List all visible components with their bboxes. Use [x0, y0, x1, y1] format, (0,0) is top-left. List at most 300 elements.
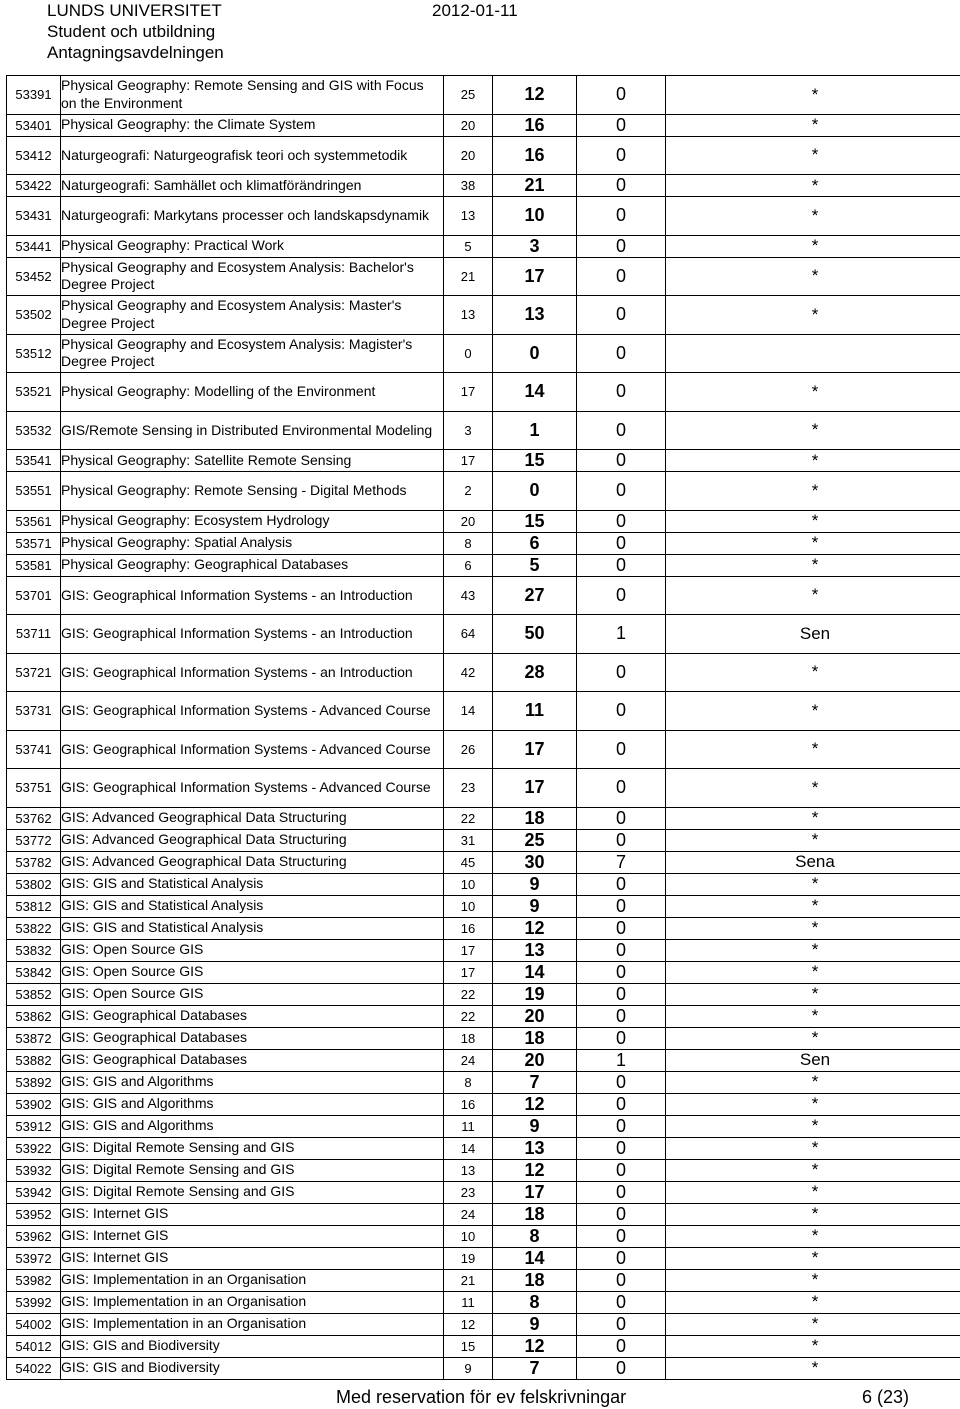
admitted-count: 21 — [493, 175, 577, 197]
reserve-count: 0 — [577, 373, 666, 412]
admitted-count: 7 — [493, 1357, 577, 1379]
table-row — [7, 411, 960, 450]
table-row — [7, 1269, 960, 1291]
course-code: 53982 — [7, 1269, 61, 1291]
course-code: 53872 — [7, 1027, 61, 1049]
course-code: 53512 — [7, 334, 61, 373]
course-name: Physical Geography and Ecosystem Analysis: Master's Degree Project — [61, 296, 444, 335]
table-row — [7, 769, 960, 808]
course-name: GIS: GIS and Biodiversity — [61, 1335, 444, 1357]
course-code: 53701 — [7, 576, 61, 615]
applicants-count: 10 — [444, 895, 493, 917]
table-row — [7, 873, 960, 895]
admitted-count: 11 — [493, 692, 577, 731]
reserve-count: 0 — [577, 983, 666, 1005]
reserve-count: 0 — [577, 1225, 666, 1247]
admitted-count: 5 — [493, 554, 577, 576]
status-mark: * — [666, 873, 960, 895]
course-name: GIS: Geographical Databases — [61, 1005, 444, 1027]
table-row — [7, 114, 960, 136]
admitted-count: 14 — [493, 1247, 577, 1269]
table-row — [7, 175, 960, 197]
reserve-count: 0 — [577, 730, 666, 769]
course-name: Physical Geography: Spatial Analysis — [61, 532, 444, 554]
course-name: Naturgeografi: Naturgeografisk teori och systemmetodik — [61, 136, 444, 175]
status-mark: * — [666, 450, 960, 472]
reserve-count: 0 — [577, 1291, 666, 1313]
admitted-count: 18 — [493, 1027, 577, 1049]
applicants-count: 12 — [444, 1313, 493, 1335]
applicants-count: 20 — [444, 114, 493, 136]
applicants-count: 38 — [444, 175, 493, 197]
course-name: GIS: Digital Remote Sensing and GIS — [61, 1137, 444, 1159]
admitted-count: 18 — [493, 1203, 577, 1225]
course-name: GIS: Internet GIS — [61, 1203, 444, 1225]
office-name: Antagningsavdelningen — [47, 43, 224, 62]
reserve-count: 0 — [577, 873, 666, 895]
table-row — [7, 917, 960, 939]
admitted-count: 0 — [493, 472, 577, 511]
reserve-count: 0 — [577, 296, 666, 335]
status-mark: * — [666, 257, 960, 296]
status-mark: * — [666, 1269, 960, 1291]
applicants-count: 8 — [444, 532, 493, 554]
table-row — [7, 1027, 960, 1049]
course-name: Naturgeografi: Samhället och klimatförändringen — [61, 175, 444, 197]
admitted-count: 50 — [493, 615, 577, 654]
course-name: GIS: Implementation in an Organisation — [61, 1269, 444, 1291]
department-name: Student och utbildning — [47, 22, 216, 41]
admitted-count: 9 — [493, 1313, 577, 1335]
applicants-count: 17 — [444, 939, 493, 961]
status-mark: * — [666, 136, 960, 175]
admitted-count: 20 — [493, 1005, 577, 1027]
status-mark: * — [666, 829, 960, 851]
course-name: Physical Geography: Remote Sensing and GIS with Focus on the Environment — [61, 76, 444, 115]
reserve-count: 0 — [577, 1115, 666, 1137]
table-row — [7, 554, 960, 576]
course-name: GIS/Remote Sensing in Distributed Environmental Modeling — [61, 411, 444, 450]
table-row — [7, 510, 960, 532]
status-mark: * — [666, 1115, 960, 1137]
reserve-count: 0 — [577, 769, 666, 808]
applicants-count: 15 — [444, 1335, 493, 1357]
table-row — [7, 1225, 960, 1247]
course-name: Physical Geography: Practical Work — [61, 235, 444, 257]
course-name: GIS: Internet GIS — [61, 1225, 444, 1247]
applicants-count: 13 — [444, 1159, 493, 1181]
status-mark: * — [666, 373, 960, 412]
applicants-count: 25 — [444, 76, 493, 115]
applicants-count: 13 — [444, 296, 493, 335]
table-row — [7, 1357, 960, 1379]
admitted-count: 28 — [493, 653, 577, 692]
reserve-count: 0 — [577, 197, 666, 236]
applicants-count: 6 — [444, 554, 493, 576]
course-name: GIS: Geographical Information Systems - an Introduction — [61, 576, 444, 615]
applicants-count: 16 — [444, 1093, 493, 1115]
applicants-count: 14 — [444, 692, 493, 731]
reserve-count: 0 — [577, 114, 666, 136]
reserve-count: 0 — [577, 411, 666, 450]
table-row — [7, 136, 960, 175]
admitted-count: 12 — [493, 917, 577, 939]
status-mark: * — [666, 532, 960, 554]
course-code: 53942 — [7, 1181, 61, 1203]
applicants-count: 9 — [444, 1357, 493, 1379]
reserve-count: 0 — [577, 939, 666, 961]
reserve-count: 0 — [577, 334, 666, 373]
course-code: 53992 — [7, 1291, 61, 1313]
status-mark: * — [666, 472, 960, 511]
admitted-count: 14 — [493, 373, 577, 412]
table-row — [7, 1159, 960, 1181]
course-code: 53581 — [7, 554, 61, 576]
course-name: GIS: GIS and Statistical Analysis — [61, 873, 444, 895]
admitted-count: 9 — [493, 1115, 577, 1137]
applicants-count: 26 — [444, 730, 493, 769]
table-row — [7, 1093, 960, 1115]
admitted-count: 12 — [493, 76, 577, 115]
admitted-count: 17 — [493, 1181, 577, 1203]
admitted-count: 13 — [493, 939, 577, 961]
reserve-count: 0 — [577, 175, 666, 197]
status-mark: Sena — [666, 851, 960, 873]
reserve-count: 0 — [577, 1357, 666, 1379]
course-name: GIS: Geographical Information Systems - Advanced Course — [61, 692, 444, 731]
applicants-count: 17 — [444, 961, 493, 983]
reserve-count: 0 — [577, 807, 666, 829]
status-mark: * — [666, 653, 960, 692]
course-code: 53842 — [7, 961, 61, 983]
course-code: 53772 — [7, 829, 61, 851]
applicants-count: 8 — [444, 1071, 493, 1093]
status-mark: * — [666, 411, 960, 450]
admitted-count: 12 — [493, 1093, 577, 1115]
admitted-count: 13 — [493, 1137, 577, 1159]
reserve-count: 0 — [577, 1027, 666, 1049]
table-row — [7, 296, 960, 335]
course-code: 53912 — [7, 1115, 61, 1137]
reserve-count: 0 — [577, 450, 666, 472]
table-row — [7, 1335, 960, 1357]
applicants-count: 11 — [444, 1115, 493, 1137]
admissions-table-body — [7, 76, 960, 1380]
status-mark: Sen — [666, 615, 960, 654]
applicants-count: 13 — [444, 197, 493, 236]
status-mark: * — [666, 769, 960, 808]
table-row — [7, 983, 960, 1005]
course-name: GIS: Open Source GIS — [61, 983, 444, 1005]
course-code: 53711 — [7, 615, 61, 654]
course-name: GIS: Geographical Databases — [61, 1049, 444, 1071]
status-mark: Sen — [666, 1049, 960, 1071]
status-mark: * — [666, 1247, 960, 1269]
course-code: 53892 — [7, 1071, 61, 1093]
applicants-count: 17 — [444, 373, 493, 412]
course-code: 53741 — [7, 730, 61, 769]
reserve-count: 0 — [577, 76, 666, 115]
course-name: GIS: Implementation in an Organisation — [61, 1313, 444, 1335]
applicants-count: 0 — [444, 334, 493, 373]
course-name: GIS: GIS and Statistical Analysis — [61, 917, 444, 939]
admitted-count: 17 — [493, 769, 577, 808]
admissions-table — [6, 75, 960, 1380]
reserve-count: 0 — [577, 1005, 666, 1027]
reserve-count: 7 — [577, 851, 666, 873]
course-code: 53391 — [7, 76, 61, 115]
course-name: GIS: Geographical Information Systems - an Introduction — [61, 653, 444, 692]
course-name: GIS: GIS and Biodiversity — [61, 1357, 444, 1379]
status-mark — [666, 334, 960, 373]
course-name: GIS: Open Source GIS — [61, 961, 444, 983]
course-name: Physical Geography: Modelling of the Environment — [61, 373, 444, 412]
status-mark: * — [666, 197, 960, 236]
admitted-count: 27 — [493, 576, 577, 615]
reserve-count: 0 — [577, 1071, 666, 1093]
table-row — [7, 334, 960, 373]
table-row — [7, 939, 960, 961]
applicants-count: 10 — [444, 1225, 493, 1247]
course-code: 53862 — [7, 1005, 61, 1027]
applicants-count: 14 — [444, 1137, 493, 1159]
course-code: 53751 — [7, 769, 61, 808]
course-name: Physical Geography: Satellite Remote Sensing — [61, 450, 444, 472]
course-code: 53521 — [7, 373, 61, 412]
status-mark: * — [666, 1159, 960, 1181]
course-name: GIS: Digital Remote Sensing and GIS — [61, 1159, 444, 1181]
admitted-count: 9 — [493, 873, 577, 895]
applicants-count: 42 — [444, 653, 493, 692]
course-code: 53972 — [7, 1247, 61, 1269]
admitted-count: 8 — [493, 1291, 577, 1313]
course-code: 53762 — [7, 807, 61, 829]
applicants-count: 17 — [444, 450, 493, 472]
applicants-count: 31 — [444, 829, 493, 851]
reserve-count: 0 — [577, 1181, 666, 1203]
course-name: GIS: Advanced Geographical Data Structuring — [61, 851, 444, 873]
table-row — [7, 1203, 960, 1225]
course-code: 53902 — [7, 1093, 61, 1115]
status-mark: * — [666, 1313, 960, 1335]
reserve-count: 0 — [577, 1203, 666, 1225]
course-code: 53502 — [7, 296, 61, 335]
course-code: 53882 — [7, 1049, 61, 1071]
table-row — [7, 576, 960, 615]
table-row — [7, 851, 960, 873]
table-row — [7, 235, 960, 257]
status-mark: * — [666, 961, 960, 983]
applicants-count: 3 — [444, 411, 493, 450]
admitted-count: 17 — [493, 730, 577, 769]
reserve-count: 0 — [577, 1313, 666, 1335]
course-code: 53412 — [7, 136, 61, 175]
admitted-count: 0 — [493, 334, 577, 373]
reserve-count: 0 — [577, 829, 666, 851]
applicants-count: 18 — [444, 1027, 493, 1049]
table-row — [7, 257, 960, 296]
status-mark: * — [666, 114, 960, 136]
reserve-count: 0 — [577, 961, 666, 983]
status-mark: * — [666, 983, 960, 1005]
course-name: GIS: Geographical Information Systems - Advanced Course — [61, 730, 444, 769]
table-row — [7, 1071, 960, 1093]
course-name: GIS: Advanced Geographical Data Structuring — [61, 829, 444, 851]
status-mark: * — [666, 1335, 960, 1357]
status-mark: * — [666, 1225, 960, 1247]
applicants-count: 19 — [444, 1247, 493, 1269]
table-row — [7, 532, 960, 554]
reserve-count: 0 — [577, 917, 666, 939]
reserve-count: 1 — [577, 1049, 666, 1071]
table-row — [7, 1313, 960, 1335]
status-mark: * — [666, 296, 960, 335]
applicants-count: 21 — [444, 1269, 493, 1291]
admitted-count: 12 — [493, 1159, 577, 1181]
admitted-count: 18 — [493, 1269, 577, 1291]
admitted-count: 30 — [493, 851, 577, 873]
course-name: GIS: GIS and Algorithms — [61, 1093, 444, 1115]
admitted-count: 7 — [493, 1071, 577, 1093]
table-row — [7, 1181, 960, 1203]
table-row — [7, 1005, 960, 1027]
applicants-count: 16 — [444, 917, 493, 939]
table-row — [7, 76, 960, 115]
table-row — [7, 373, 960, 412]
course-name: GIS: GIS and Algorithms — [61, 1115, 444, 1137]
table-row — [7, 829, 960, 851]
footer-page-number: 6 (23) — [862, 1387, 910, 1407]
reserve-count: 0 — [577, 554, 666, 576]
course-code: 53541 — [7, 450, 61, 472]
course-code: 53571 — [7, 532, 61, 554]
header-organization — [47, 0, 224, 63]
status-mark: * — [666, 1071, 960, 1093]
course-name: GIS: Geographical Information Systems - Advanced Course — [61, 769, 444, 808]
status-mark: * — [666, 1181, 960, 1203]
applicants-count: 11 — [444, 1291, 493, 1313]
admitted-count: 14 — [493, 961, 577, 983]
reserve-count: 0 — [577, 472, 666, 511]
applicants-count: 24 — [444, 1203, 493, 1225]
applicants-count: 64 — [444, 615, 493, 654]
applicants-count: 24 — [444, 1049, 493, 1071]
table-row — [7, 450, 960, 472]
admitted-count: 16 — [493, 114, 577, 136]
table-row — [7, 1247, 960, 1269]
admitted-count: 25 — [493, 829, 577, 851]
status-mark: * — [666, 1203, 960, 1225]
status-mark: * — [666, 1291, 960, 1313]
reserve-count: 0 — [577, 692, 666, 731]
applicants-count: 23 — [444, 1181, 493, 1203]
applicants-count: 22 — [444, 983, 493, 1005]
table-row — [7, 1291, 960, 1313]
reserve-count: 0 — [577, 576, 666, 615]
status-mark: * — [666, 939, 960, 961]
course-code: 53532 — [7, 411, 61, 450]
applicants-count: 20 — [444, 136, 493, 175]
table-row — [7, 730, 960, 769]
course-code: 54002 — [7, 1313, 61, 1335]
course-name: GIS: Geographical Databases — [61, 1027, 444, 1049]
course-name: GIS: GIS and Statistical Analysis — [61, 895, 444, 917]
course-name: Physical Geography and Ecosystem Analysis: Bachelor's Degree Project — [61, 257, 444, 296]
status-mark: * — [666, 554, 960, 576]
reserve-count: 0 — [577, 653, 666, 692]
status-mark: * — [666, 807, 960, 829]
applicants-count: 22 — [444, 807, 493, 829]
course-name: GIS: GIS and Algorithms — [61, 1071, 444, 1093]
course-code: 53932 — [7, 1159, 61, 1181]
reserve-count: 0 — [577, 1335, 666, 1357]
admitted-count: 19 — [493, 983, 577, 1005]
status-mark: * — [666, 1357, 960, 1379]
reserve-count: 0 — [577, 532, 666, 554]
reserve-count: 0 — [577, 1247, 666, 1269]
course-code: 53551 — [7, 472, 61, 511]
course-name: GIS: Implementation in an Organisation — [61, 1291, 444, 1313]
applicants-count: 5 — [444, 235, 493, 257]
status-mark: * — [666, 917, 960, 939]
page-header — [0, 0, 960, 72]
course-code: 53802 — [7, 873, 61, 895]
course-code: 53431 — [7, 197, 61, 236]
reserve-count: 0 — [577, 1269, 666, 1291]
course-name: GIS: Internet GIS — [61, 1247, 444, 1269]
reserve-count: 1 — [577, 615, 666, 654]
status-mark: * — [666, 76, 960, 115]
course-code: 53721 — [7, 653, 61, 692]
course-name: Physical Geography: Remote Sensing - Digital Methods — [61, 472, 444, 511]
table-row — [7, 1049, 960, 1071]
reserve-count: 0 — [577, 510, 666, 532]
table-row — [7, 1137, 960, 1159]
admitted-count: 13 — [493, 296, 577, 335]
course-code: 53441 — [7, 235, 61, 257]
admitted-count: 18 — [493, 807, 577, 829]
admitted-count: 6 — [493, 532, 577, 554]
footer-disclaimer: Med reservation för ev felskrivningar — [336, 1387, 627, 1407]
reserve-count: 0 — [577, 257, 666, 296]
reserve-count: 0 — [577, 1093, 666, 1115]
admitted-count: 1 — [493, 411, 577, 450]
admitted-count: 17 — [493, 257, 577, 296]
course-code: 53452 — [7, 257, 61, 296]
applicants-count: 45 — [444, 851, 493, 873]
status-mark: * — [666, 692, 960, 731]
header-date: 2012-01-11 — [432, 1, 518, 20]
reserve-count: 0 — [577, 136, 666, 175]
status-mark: * — [666, 1027, 960, 1049]
course-name: Physical Geography and Ecosystem Analysis: Magister's Degree Project — [61, 334, 444, 373]
course-code: 53782 — [7, 851, 61, 873]
applicants-count: 10 — [444, 873, 493, 895]
course-name: Physical Geography: the Climate System — [61, 114, 444, 136]
course-code: 53852 — [7, 983, 61, 1005]
reserve-count: 0 — [577, 895, 666, 917]
status-mark: * — [666, 730, 960, 769]
admitted-count: 15 — [493, 450, 577, 472]
status-mark: * — [666, 895, 960, 917]
course-code: 53952 — [7, 1203, 61, 1225]
course-name: GIS: Geographical Information Systems - an Introduction — [61, 615, 444, 654]
course-code: 53922 — [7, 1137, 61, 1159]
admitted-count: 12 — [493, 1335, 577, 1357]
course-name: Physical Geography: Ecosystem Hydrology — [61, 510, 444, 532]
table-row — [7, 197, 960, 236]
course-name: GIS: Advanced Geographical Data Structuring — [61, 807, 444, 829]
